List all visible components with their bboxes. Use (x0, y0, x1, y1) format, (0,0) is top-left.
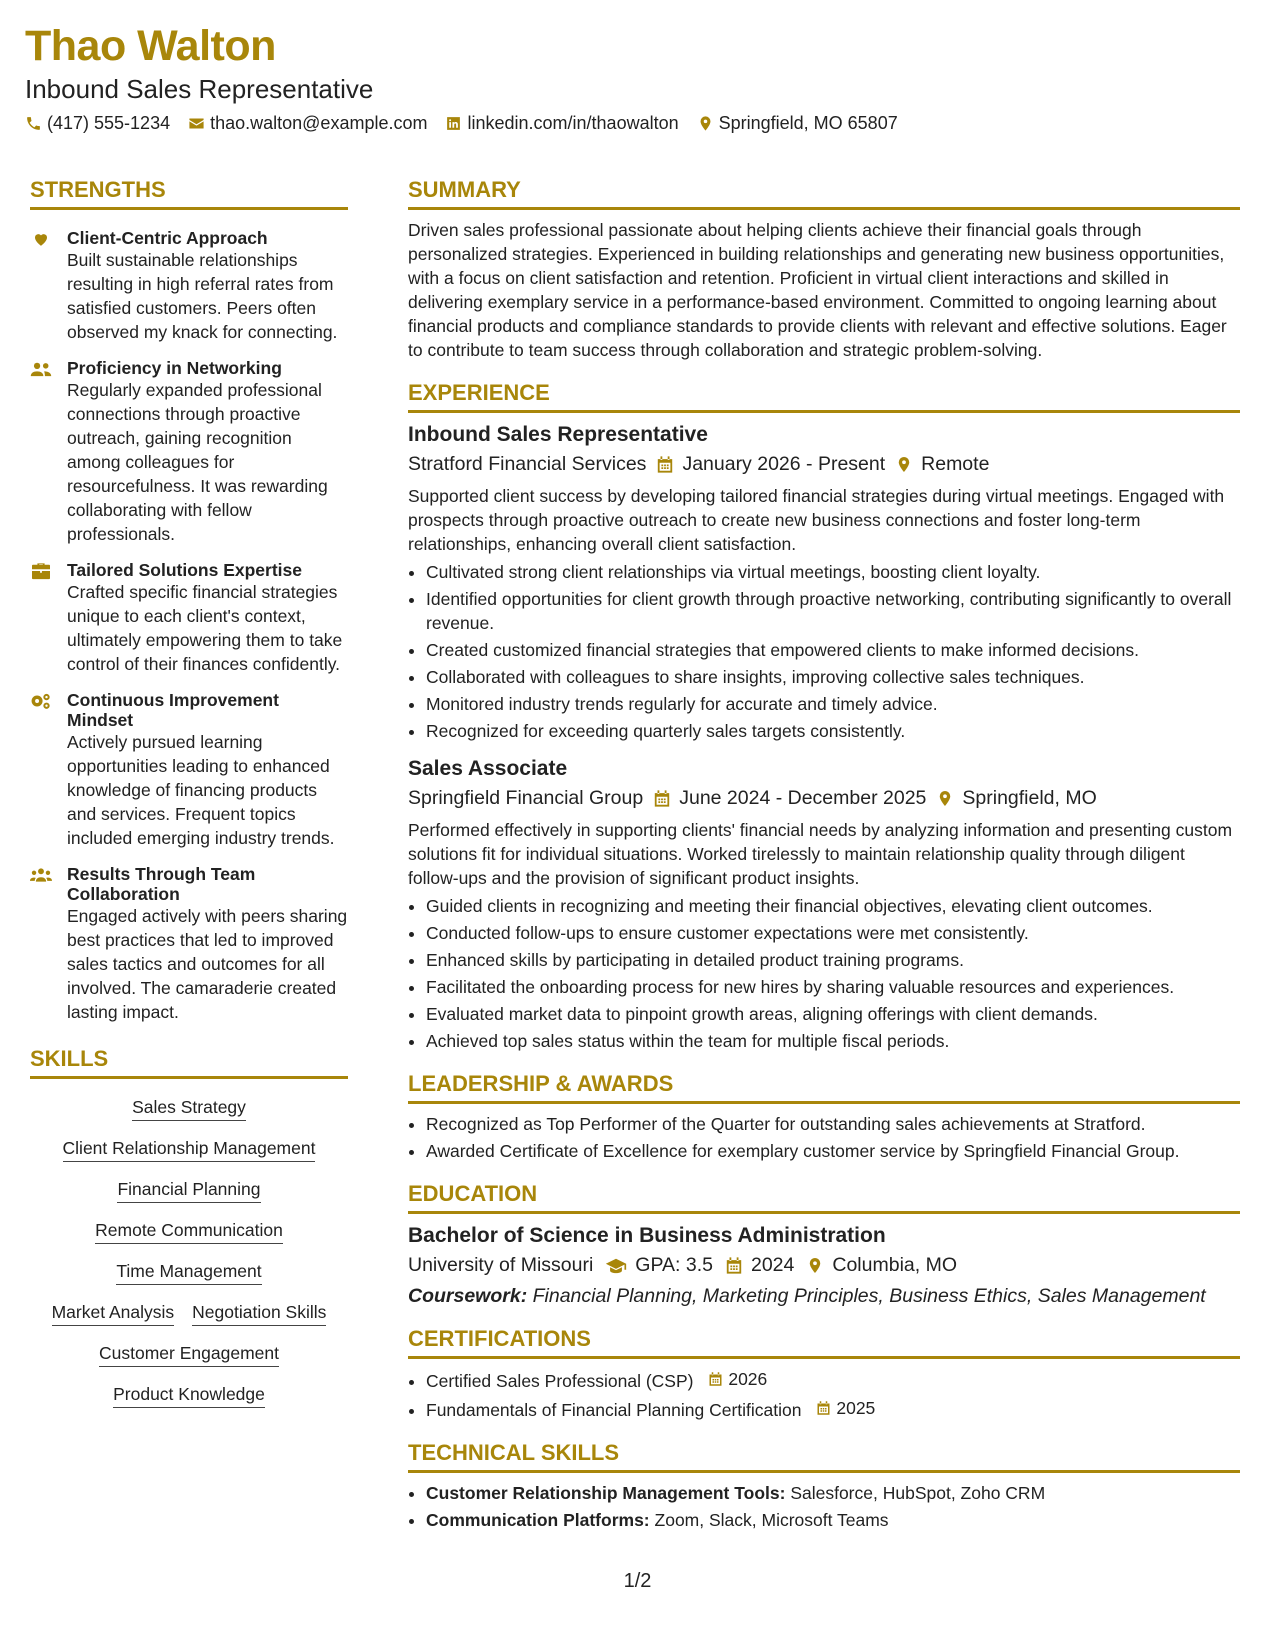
skill-tag: Sales Strategy (132, 1097, 246, 1121)
education-heading: EDUCATION (408, 1181, 1240, 1214)
list-item (426, 1367, 1240, 1393)
list-item: • Created customized financial strategies that empowered clients to make informed decisions. (426, 638, 1240, 662)
strength-item (30, 690, 348, 850)
calendar-icon (653, 789, 671, 808)
skill-tag: Negotiation Skills (192, 1302, 326, 1326)
job-entry (408, 423, 1240, 743)
cert-year: 2026 (728, 1369, 768, 1389)
graduation-cap-icon (605, 1256, 627, 1275)
heart-icon (30, 230, 52, 248)
skill-tag: Remote Communication (95, 1220, 283, 1244)
cert-year: 2025 (836, 1398, 876, 1418)
calendar-icon (725, 1256, 743, 1275)
map-pin-icon (697, 115, 714, 132)
list-item: • Monitored industry trends regularly for accurate and timely advice. (426, 692, 1240, 716)
map-pin-icon (806, 1256, 824, 1275)
calendar-icon (708, 1371, 723, 1387)
calendar-icon (816, 1400, 831, 1416)
education-section (408, 1181, 1240, 1308)
strength-desc: Crafted specific financial strategies unique to each client's context, ultimately empowering them to take control of their finances confidently. (67, 582, 343, 674)
certifications-section (408, 1326, 1240, 1422)
envelope-icon (188, 115, 205, 132)
skill-tag: Product Knowledge (113, 1384, 265, 1408)
list-item: • Cultivated strong client relationships via virtual meetings, boosting client loyalty. (426, 560, 1240, 584)
strength-title: Continuous Improvement Mindset (67, 690, 279, 730)
job-description: Supported client success by developing tailored financial strategies during virtual meetings. Engaged with prospects through proactive outreach to create new business connections and foster long-term relationships, enhancing overall client satisfaction. (408, 486, 1225, 554)
certifications-heading: CERTIFICATIONS (408, 1326, 1240, 1359)
strength-desc: Built sustainable relationships resulting in high referral rates from satisfied customers. Peers often observed my knack for connecting. (67, 250, 338, 342)
coursework-label: Coursework: (408, 1285, 528, 1307)
job-dates: June 2024 - December 2025 (679, 787, 927, 809)
skill-tag: Customer Engagement (99, 1343, 279, 1367)
strength-title: Results Through Team Collaboration (67, 864, 256, 904)
skills-section (30, 1046, 348, 1408)
strength-item (30, 864, 348, 1024)
strength-desc: Actively pursued learning opportunities leading to enhanced knowledge of financing products and services. Frequent topics included emerging industry trends. (67, 732, 335, 848)
phone-text: (417) 555-1234 (47, 113, 171, 133)
contact-location (697, 113, 898, 134)
coursework-list: Financial Planning, Marketing Principles, Business Ethics, Sales Management (532, 1285, 1206, 1307)
graduation-year: 2024 (750, 1254, 795, 1276)
experience-heading: EXPERIENCE (408, 380, 1240, 413)
list-item: • Recognized as Top Performer of the Quarter for outstanding sales achievements at Stratford. (426, 1112, 1240, 1136)
list-item: • Recognized for exceeding quarterly sales targets consistently. (426, 719, 1240, 743)
tech-label: Communication Platforms: (426, 1510, 650, 1530)
strength-title: Tailored Solutions Expertise (67, 560, 303, 580)
technical-skills-section (408, 1440, 1240, 1532)
degree-title: Bachelor of Science in Business Administration (408, 1224, 886, 1247)
linkedin-text: linkedin.com/in/thaowalton (467, 113, 679, 133)
job-title: Sales Associate (408, 757, 568, 780)
summary-section (408, 177, 1240, 362)
contact-linkedin[interactable] (445, 113, 678, 134)
coursework (408, 1285, 1240, 1308)
list-item: • Evaluated market data to pinpoint growth areas, aligning offerings with client demands. (426, 1002, 1240, 1026)
job-entry (408, 757, 1240, 1053)
list-item: • Guided clients in recognizing and meeting their financial objectives, elevating client outcomes. (426, 894, 1240, 918)
skills-heading: SKILLS (30, 1046, 348, 1079)
strength-title: Proficiency in Networking (67, 358, 282, 378)
email-text: thao.walton@example.com (210, 113, 428, 133)
list-item (426, 1481, 1240, 1505)
contact-phone[interactable] (25, 113, 170, 134)
list-item: • Facilitated the onboarding process for new hires by sharing valuable resources and experiences. (426, 975, 1240, 999)
strength-item (30, 358, 348, 546)
right-column (408, 177, 1240, 1550)
skill-tag: Financial Planning (117, 1179, 260, 1203)
left-column (30, 177, 348, 1408)
candidate-title: Inbound Sales Representative (25, 74, 374, 104)
gears-icon (30, 692, 52, 710)
strength-title: Client-Centric Approach (67, 228, 268, 248)
list-item: • Identified opportunities for client growth through proactive networking, contributing significantly to overall revenue. (426, 587, 1240, 635)
tech-value: Zoom, Slack, Microsoft Teams (654, 1510, 889, 1530)
skill-tag: Client Relationship Management (63, 1138, 316, 1162)
job-location: Springfield, MO (962, 787, 1097, 809)
location-text: Springfield, MO 65807 (718, 113, 898, 133)
cert-name: Fundamentals of Financial Planning Certification (426, 1400, 802, 1420)
tech-value: Salesforce, HubSpot, Zoho CRM (790, 1483, 1046, 1503)
job-location: Remote (921, 453, 990, 475)
technical-heading: TECHNICAL SKILLS (408, 1440, 1240, 1473)
strength-item (30, 560, 348, 676)
skill-tag: Time Management (116, 1261, 261, 1285)
group-icon (30, 866, 52, 884)
list-item: • Awarded Certificate of Excellence for exemplary customer service by Springfield Financial Group. (426, 1139, 1240, 1163)
skill-tag: Market Analysis (52, 1302, 175, 1326)
contact-email[interactable] (188, 113, 427, 134)
list-item: • Collaborated with colleagues to share insights, improving collective sales techniques. (426, 665, 1240, 689)
job-description: Performed effectively in supporting clients' financial needs by analyzing information and presenting custom solutions fit for individual situations. Worked tirelessly to maintain relationship quality through diligent follow-ups and the provision of significant product insights. (408, 820, 1233, 888)
list-item (426, 1508, 1240, 1532)
experience-section (408, 380, 1240, 1053)
linkedin-icon (445, 115, 462, 132)
strength-item (30, 228, 348, 344)
leadership-heading: LEADERSHIP & AWARDS (408, 1071, 1240, 1104)
contact-bar (25, 113, 898, 134)
summary-heading: SUMMARY (408, 177, 1240, 210)
school-name: University of Missouri (408, 1254, 594, 1276)
candidate-name: Thao Walton (25, 22, 276, 70)
list-item: • Achieved top sales status within the team for multiple fiscal periods. (426, 1029, 1240, 1053)
strengths-heading: STRENGTHS (30, 177, 348, 210)
users-icon (30, 360, 52, 378)
summary-text: Driven sales professional passionate about helping clients achieve their financial goals through personalized strategies. Experienced in building relationships and generating new business opportunities, with a focus on client satisfaction and retention. Proficient in virtual client interactions and skilled in delivering exemplary service in a performance-based environment. Committed to ongoing learning about financial products and compliance standards to provide clients with relevant and effective solutions. Eager to contribute to team success through collaboration and strategic problem-solving. (408, 220, 1227, 360)
list-item (426, 1396, 1240, 1422)
page-number: 1/2 (623, 1570, 652, 1592)
leadership-section (408, 1071, 1240, 1163)
strength-desc: Engaged actively with peers sharing best practices that led to improved sales tactics and outcomes for all involved. The camaraderie created lasting impact. (67, 906, 348, 1022)
briefcase-icon (30, 562, 52, 580)
job-title: Inbound Sales Representative (408, 423, 708, 446)
map-pin-icon (936, 789, 954, 808)
strength-desc: Regularly expanded professional connections through proactive outreach, gaining recognition among colleagues for resourcefulness. It was rewarding collaborating with fellow professionals. (67, 380, 328, 544)
list-item: • Conducted follow-ups to ensure customer expectations were met consistently. (426, 921, 1240, 945)
tech-label: Customer Relationship Management Tools: (426, 1483, 786, 1503)
list-item: • Enhanced skills by participating in detailed product training programs. (426, 948, 1240, 972)
calendar-icon (656, 455, 674, 474)
map-pin-icon (895, 455, 913, 474)
job-dates: January 2026 - Present (682, 453, 886, 475)
job-company: Stratford Financial Services (408, 453, 647, 475)
cert-name: Certified Sales Professional (CSP) (426, 1371, 694, 1391)
job-company: Springfield Financial Group (408, 787, 644, 809)
school-location: Columbia, MO (832, 1254, 957, 1276)
phone-icon (25, 115, 42, 132)
gpa-text: GPA: 3.5 (635, 1254, 713, 1276)
